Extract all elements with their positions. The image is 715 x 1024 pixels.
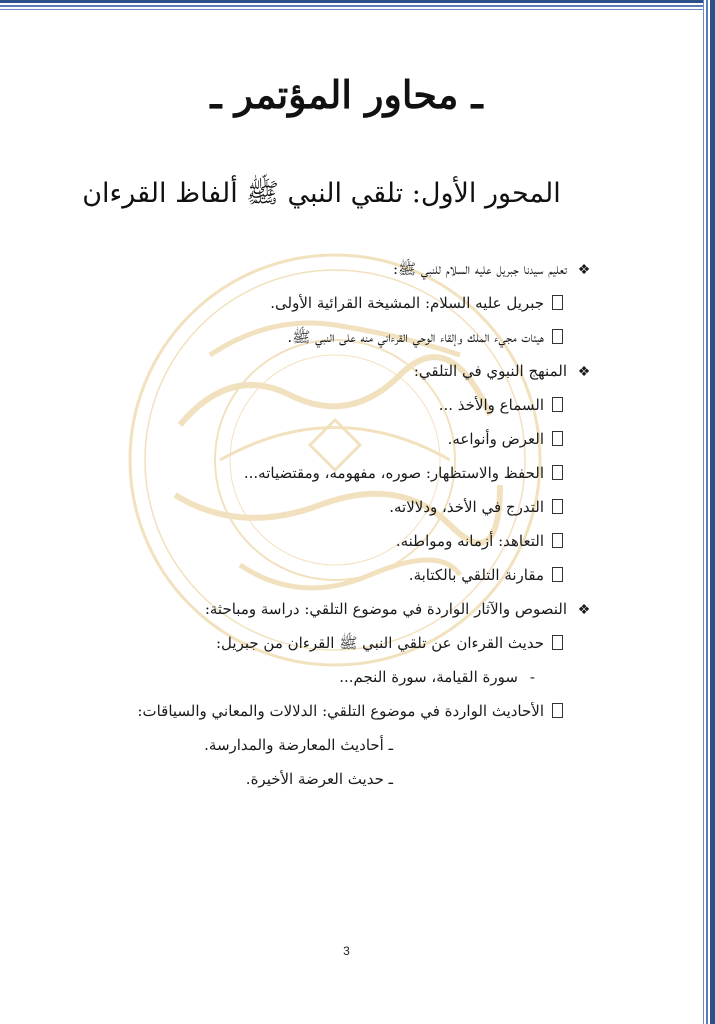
list-item-text: هيئات مجيء الملك وإلقاء الوحي القرءاني منه على النبي ﷺ. <box>287 328 544 346</box>
list-item-text: سورة القيامة، سورة النجم... <box>339 668 518 686</box>
list-item <box>33 660 593 694</box>
dash-bullet: - <box>529 668 535 686</box>
list-item <box>33 422 593 456</box>
checkbox-glyph-icon <box>552 397 563 412</box>
list-item <box>33 728 593 762</box>
list-item-text: جبريل عليه السلام: المشيخة القرائية الأولى. <box>270 294 544 312</box>
list-item <box>33 252 593 286</box>
page-border-right <box>693 0 715 1024</box>
diamond-bullet-icon: ❖ <box>577 602 591 618</box>
checkbox-glyph-icon <box>552 635 563 650</box>
list-item <box>33 762 593 796</box>
list-item <box>33 388 593 422</box>
page-title: ـ محاور المؤتمر ـ <box>210 72 483 117</box>
list-item <box>33 694 593 728</box>
list-item <box>33 626 593 660</box>
checkbox-glyph-icon <box>552 465 563 480</box>
list-item-text: تعليم سيدنا جبريل عليه السلام للنبي ﷺ: <box>392 260 567 278</box>
checkbox-glyph-icon <box>552 499 563 514</box>
list-item-text: النصوص والآثار الواردة في موضوع التلقي: دراسة ومباحثة: <box>204 600 567 618</box>
list-item <box>33 558 593 592</box>
list-item-text: التعاهد: أزمانه ومواطنه. <box>395 532 544 550</box>
checkbox-glyph-icon <box>552 329 563 344</box>
list-item-text: العرض وأنواعه. <box>447 430 544 448</box>
list-item <box>33 286 593 320</box>
diamond-bullet-icon: ❖ <box>577 364 591 380</box>
list-item-text: السماع والأخذ ... <box>438 396 544 414</box>
list-item <box>33 592 593 626</box>
list-item-text: الأحاديث الواردة في موضوع التلقي: الدلالات والمعاني والسياقات: <box>137 702 544 720</box>
list-item <box>33 490 593 524</box>
list-item-text: ـ أحاديث المعارضة والمدارسة. <box>204 736 393 754</box>
checkbox-glyph-icon <box>552 295 563 310</box>
list-item-text: حديث القرءان عن تلقي النبي ﷺ القرءان من جبريل: <box>215 634 544 652</box>
section-title: المحور الأول: تلقي النبي ﷺ ألفاظ القرءان <box>82 178 561 209</box>
list-item-text: مقارنة التلقي بالكتابة. <box>408 566 544 584</box>
list-item-text: ـ حديث العرضة الأخيرة. <box>245 770 393 788</box>
list-item <box>33 524 593 558</box>
checkbox-glyph-icon <box>552 431 563 446</box>
diamond-bullet-icon: ❖ <box>577 262 591 278</box>
checkbox-glyph-icon <box>552 533 563 548</box>
page-number: 3 <box>343 944 350 958</box>
list-item-text: التدرج في الأخذ، ودلالاته. <box>389 498 544 516</box>
checkbox-glyph-icon <box>552 567 563 582</box>
list-item <box>33 320 593 354</box>
list-item-text: الحفظ والاستظهار: صوره، مفهومه، ومقتضياته... <box>243 464 544 482</box>
list-item <box>33 354 593 388</box>
list-item-text: المنهج النبوي في التلقي: <box>413 362 567 380</box>
list-item <box>33 456 593 490</box>
topics-list <box>33 252 593 796</box>
checkbox-glyph-icon <box>552 703 563 718</box>
